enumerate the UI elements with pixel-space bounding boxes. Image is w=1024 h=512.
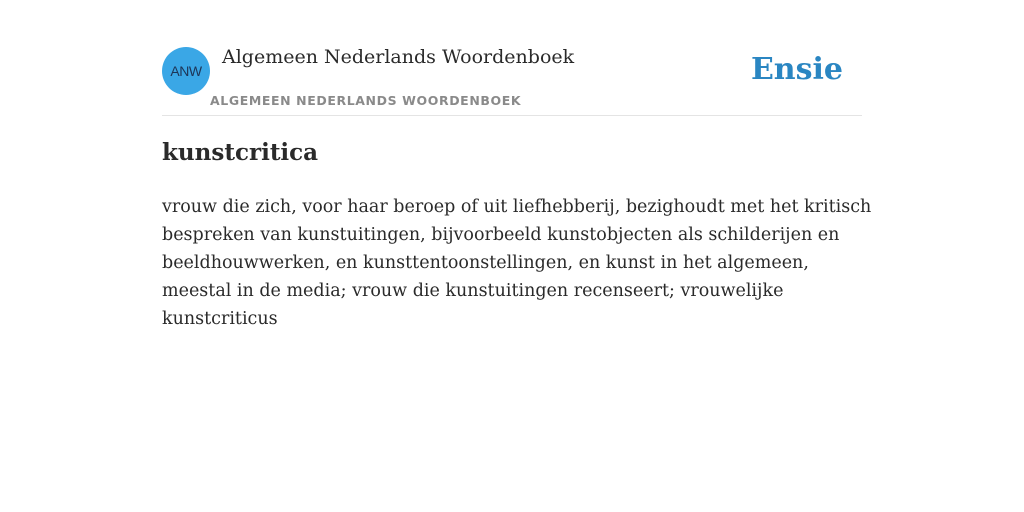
definition-text: vrouw die zich, voor haar beroep of uit liefhebberij, bezighoudt met het kritisch bespreken van kunstuitingen, bijvoorbeeld kunstobjecten als schilderijen en beeldhouwwerken, en kunsttentoonstellingen, en kunst in het algemeen, meestal in de media; vrouw die kunstuitingen recenseert; vrouwelijke kunstcriticus [162, 197, 872, 329]
header [162, 40, 862, 116]
site-title[interactable]: Algemeen Nederlands Woordenboek [222, 46, 575, 68]
logo-text: ANW [170, 63, 202, 79]
ensie-brand-link[interactable]: Ensie [750, 52, 843, 87]
headword: kunstcritica [162, 139, 319, 166]
site-subtitle: ALGEMEEN NEDERLANDS WOORDENBOEK [210, 93, 522, 108]
anw-logo[interactable] [162, 47, 210, 95]
